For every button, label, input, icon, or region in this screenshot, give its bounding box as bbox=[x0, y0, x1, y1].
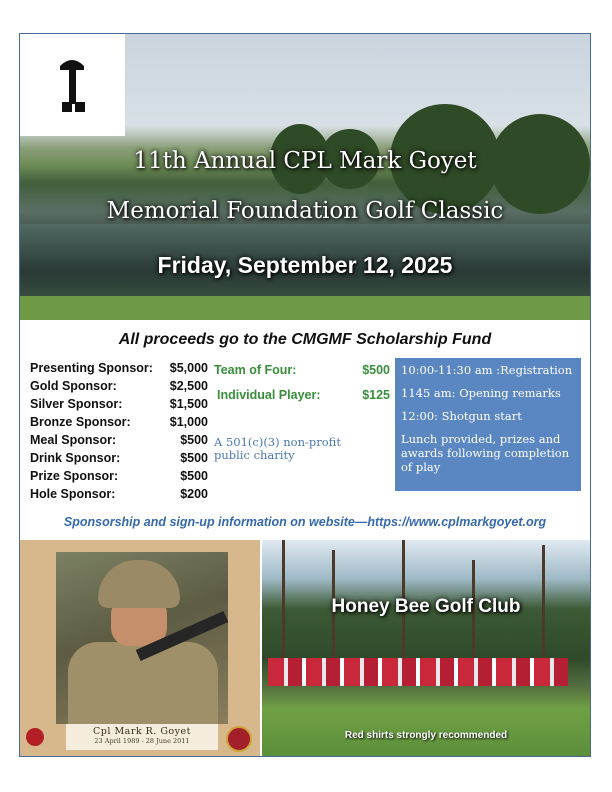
website-link[interactable]: Sponsorship and sign-up information on website—https://www.cplmarkgoyet.org bbox=[63, 515, 547, 529]
team-price-row bbox=[214, 363, 390, 377]
sponsor-amount: $500 bbox=[180, 433, 208, 447]
sponsor-amount: $2,500 bbox=[169, 379, 208, 393]
logo-emblem bbox=[20, 34, 125, 136]
schedule-item: 12:00: Shotgun start bbox=[401, 409, 522, 423]
team-price: $500 bbox=[362, 363, 390, 377]
sponsor-row bbox=[30, 379, 208, 397]
sponsor-label: Meal Sponsor: bbox=[30, 433, 117, 447]
marine-emblem-icon bbox=[226, 726, 252, 752]
event-title-line-2: Memorial Foundation Golf Classic bbox=[106, 198, 504, 224]
individual-price: $125 bbox=[362, 388, 390, 402]
event-date: Friday, September 12, 2025 bbox=[157, 252, 453, 278]
sponsor-amount: $500 bbox=[180, 469, 208, 483]
sponsor-amount: $5,000 bbox=[169, 361, 208, 375]
nonprofit-note: A 501(c)(3) non-profit public charity bbox=[214, 435, 341, 462]
team-label: Team of Four: bbox=[214, 363, 297, 377]
rose-icon bbox=[26, 728, 44, 746]
sponsor-row bbox=[30, 415, 208, 433]
sponsor-amount: $200 bbox=[180, 487, 208, 501]
grass bbox=[20, 296, 590, 320]
event-title-line-1: 11th Annual CPL Mark Goyet bbox=[133, 148, 477, 174]
schedule-item: 10:00-11:30 am :Registration bbox=[401, 363, 573, 377]
schedule-item: 1145 am: Opening remarks bbox=[401, 386, 561, 400]
golf-course-photo bbox=[262, 540, 590, 756]
memorial-name: Cpl Mark R. Goyet bbox=[93, 726, 191, 737]
sponsor-row bbox=[30, 451, 208, 469]
memorial-panel bbox=[20, 540, 260, 756]
sponsor-label: Gold Sponsor: bbox=[30, 379, 117, 393]
sponsor-label: Drink Sponsor: bbox=[30, 451, 121, 465]
sponsor-row bbox=[30, 397, 208, 415]
individual-price-row bbox=[217, 388, 390, 402]
proceeds-heading: All proceeds go to the CMGMF Scholarship Fund bbox=[118, 331, 492, 348]
sponsor-row bbox=[30, 487, 208, 505]
memorial-dates: 23 April 1989 - 28 June 2011 bbox=[94, 737, 190, 745]
sponsor-amount: $1,500 bbox=[169, 397, 208, 411]
sponsor-row bbox=[30, 469, 208, 487]
sponsor-label: Bronze Sponsor: bbox=[30, 415, 131, 429]
schedule-item: Lunch provided, prizes and awards following completion of play bbox=[401, 432, 570, 474]
sponsor-label: Presenting Sponsor: bbox=[30, 361, 153, 375]
sponsor-row bbox=[30, 433, 208, 451]
sponsor-label: Hole Sponsor: bbox=[30, 487, 116, 501]
schedule-box bbox=[395, 358, 581, 491]
individual-label: Individual Player: bbox=[217, 388, 321, 402]
golf-carts bbox=[268, 658, 568, 686]
memorial-plaque bbox=[66, 724, 218, 750]
marine-portrait bbox=[56, 552, 228, 724]
sponsor-list bbox=[30, 361, 208, 505]
foundation-logo bbox=[20, 34, 125, 136]
portrait-helmet bbox=[98, 560, 180, 608]
sponsor-amount: $500 bbox=[180, 451, 208, 465]
sponsor-label: Silver Sponsor: bbox=[30, 397, 123, 411]
hero-photo bbox=[20, 34, 590, 320]
venue-name: Honey Bee Golf Club bbox=[331, 596, 521, 617]
dress-note: Red shirts strongly recommended bbox=[344, 730, 508, 741]
sponsor-row bbox=[30, 361, 208, 379]
sponsor-label: Prize Sponsor: bbox=[30, 469, 119, 483]
sponsor-amount: $1,000 bbox=[169, 415, 208, 429]
